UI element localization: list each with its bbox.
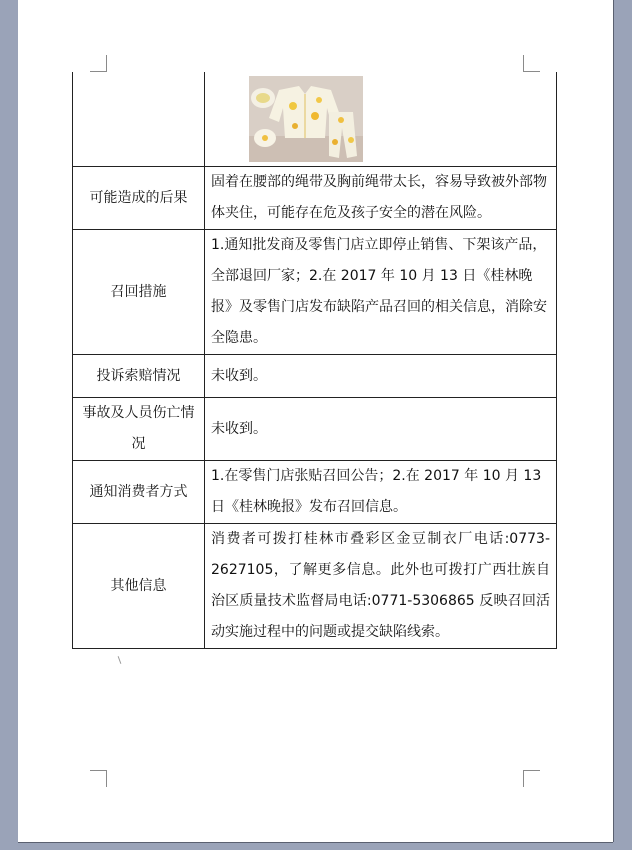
table-row-image xyxy=(73,72,557,167)
table-cell-empty xyxy=(73,72,205,167)
table-row xyxy=(73,167,557,230)
row-label: 其他信息 xyxy=(73,524,205,649)
row-value: 未收到。 xyxy=(205,355,557,398)
table-row xyxy=(73,461,557,524)
row-value: 1.在零售门店张贴召回公告；2.在 2017 年 10 月 13 日《桂林晚报》发布召回信息。 xyxy=(205,461,557,524)
crop-mark-bottom-left xyxy=(90,770,107,787)
row-value: 固着在腰部的绳带及胸前绳带太长，容易导致被外部物体夹住，可能存在危及孩子安全的潜在风险。 xyxy=(205,167,557,230)
row-label: 召回措施 xyxy=(73,230,205,355)
crop-mark-bottom-right xyxy=(523,770,540,787)
table-row xyxy=(73,355,557,398)
table-cell-image xyxy=(205,72,557,167)
baby-clothing-photo xyxy=(249,76,363,162)
document-page xyxy=(18,0,613,842)
row-label: 可能造成的后果 xyxy=(73,167,205,230)
row-label: 事故及人员伤亡情况 xyxy=(73,398,205,461)
crop-mark-top-left xyxy=(90,55,107,72)
scrollbar-area[interactable] xyxy=(614,0,632,850)
crop-mark-top-right xyxy=(523,55,540,72)
row-value: 消费者可拨打桂林市叠彩区金豆制衣厂电话:0773-2627105，了解更多信息。此外也可拨打广西壮族自治区质量技术监督局电话:0771-5306865 反映召回活动实施过程中的问题或提交缺陷线索。 xyxy=(205,524,557,649)
table-row xyxy=(73,230,557,355)
recall-info-table xyxy=(72,72,557,649)
row-label: 通知消费者方式 xyxy=(73,461,205,524)
table-row xyxy=(73,398,557,461)
text-cursor-mark xyxy=(118,656,122,664)
row-value: 1.通知批发商及零售门店立即停止销售、下架该产品，全部退回厂家；2.在 2017 年 10 月 13 日《桂林晚报》及零售门店发布缺陷产品召回的相关信息，消除安全隐患。 xyxy=(205,230,557,355)
table-row xyxy=(73,524,557,649)
row-value: 未收到。 xyxy=(205,398,557,461)
row-label: 投诉索赔情况 xyxy=(73,355,205,398)
